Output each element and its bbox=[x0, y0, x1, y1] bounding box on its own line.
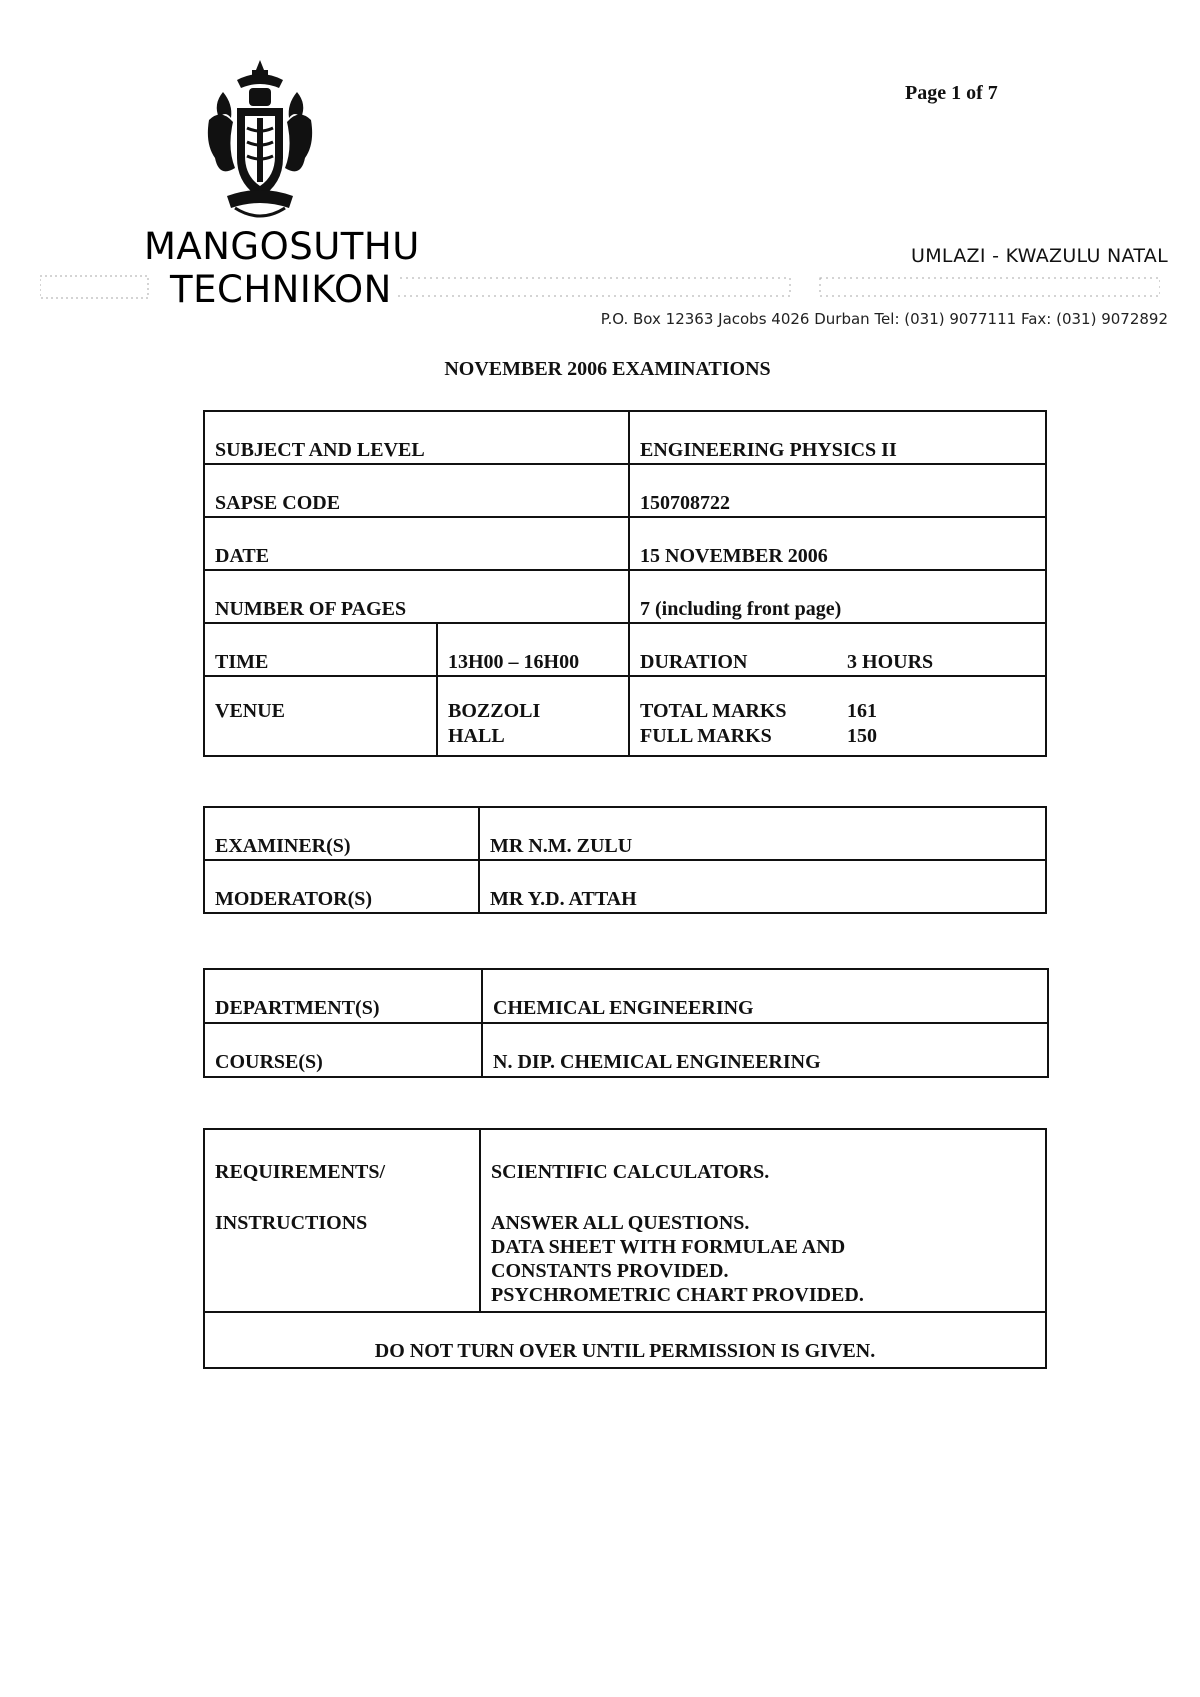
sapse-code-value: 150708722 bbox=[629, 464, 1046, 517]
department-label: DEPARTMENT(S) bbox=[204, 969, 482, 1023]
table-row bbox=[204, 1129, 1046, 1312]
marks-values bbox=[837, 676, 1046, 756]
marks-labels bbox=[629, 676, 837, 756]
department-table bbox=[203, 968, 1049, 1078]
full-marks-label: FULL MARKS bbox=[640, 725, 772, 747]
duration-value: 3 HOURS bbox=[837, 623, 1046, 676]
crest-emblem-icon bbox=[205, 58, 315, 228]
venue-value-line2: HALL bbox=[448, 725, 505, 747]
table-row bbox=[204, 676, 1046, 756]
total-marks-value: 161 bbox=[847, 700, 878, 722]
instruction-constants: CONSTANTS PROVIDED. bbox=[491, 1260, 729, 1282]
table-row bbox=[204, 1312, 1046, 1368]
course-label: COURSE(S) bbox=[204, 1023, 482, 1077]
requirements-table bbox=[203, 1128, 1047, 1369]
date-label: DATE bbox=[204, 517, 629, 570]
department-value: CHEMICAL ENGINEERING bbox=[482, 969, 1048, 1023]
instruction-psychrometric-chart: PSYCHROMETRIC CHART PROVIDED. bbox=[491, 1284, 864, 1306]
staff-table bbox=[203, 806, 1047, 914]
table-row bbox=[204, 411, 1046, 464]
subject-value: ENGINEERING PHYSICS II bbox=[629, 411, 1046, 464]
full-marks-value: 150 bbox=[847, 725, 878, 747]
pages-label: NUMBER OF PAGES bbox=[204, 570, 629, 623]
table-row bbox=[204, 464, 1046, 517]
brand-name-line2: TECHNIKON bbox=[166, 271, 396, 308]
requirements-value bbox=[480, 1129, 1046, 1312]
examiner-value: MR N.M. ZULU bbox=[479, 807, 1046, 860]
table-row bbox=[204, 623, 1046, 676]
table-row bbox=[204, 807, 1046, 860]
duration-label: DURATION bbox=[629, 623, 837, 676]
subject-label: SUBJECT AND LEVEL bbox=[204, 411, 629, 464]
requirements-label-line1: REQUIREMENTS/ bbox=[215, 1161, 386, 1183]
moderator-value: MR Y.D. ATTAH bbox=[479, 860, 1046, 913]
table-row bbox=[204, 570, 1046, 623]
sapse-code-label: SAPSE CODE bbox=[204, 464, 629, 517]
time-label: TIME bbox=[204, 623, 437, 676]
moderator-label: MODERATOR(S) bbox=[204, 860, 479, 913]
brand-name-line1: MANGOSUTHU bbox=[144, 225, 420, 268]
time-value: 13H00 – 16H00 bbox=[437, 623, 629, 676]
examiner-label: EXAMINER(S) bbox=[204, 807, 479, 860]
table-row bbox=[204, 1023, 1048, 1077]
venue-label: VENUE bbox=[204, 676, 437, 756]
table-row bbox=[204, 969, 1048, 1023]
pages-value: 7 (including front page) bbox=[629, 570, 1046, 623]
location: UMLAZI - KWAZULU NATAL bbox=[911, 245, 1168, 267]
requirements-label-line2: INSTRUCTIONS bbox=[215, 1212, 368, 1234]
date-value: 15 NOVEMBER 2006 bbox=[629, 517, 1046, 570]
course-value: N. DIP. CHEMICAL ENGINEERING bbox=[482, 1023, 1048, 1077]
venue-value bbox=[437, 676, 629, 756]
page-number: Page 1 of 7 bbox=[905, 82, 998, 104]
exam-details-table bbox=[203, 410, 1047, 757]
table-row bbox=[204, 860, 1046, 913]
requirements-label bbox=[204, 1129, 480, 1312]
instruction-data-sheet: DATA SHEET WITH FORMULAE AND bbox=[491, 1236, 846, 1258]
table-row bbox=[204, 517, 1046, 570]
venue-value-line1: BOZZOLI bbox=[448, 700, 541, 722]
address: P.O. Box 12363 Jacobs 4026 Durban Tel: (031) 9077111 Fax: (031) 9072892 bbox=[600, 310, 1168, 328]
total-marks-label: TOTAL MARKS bbox=[640, 700, 787, 722]
warning-notice: DO NOT TURN OVER UNTIL PERMISSION IS GIVEN. bbox=[204, 1312, 1046, 1368]
exam-title: NOVEMBER 2006 EXAMINATIONS bbox=[444, 358, 771, 380]
instruction-answer-all: ANSWER ALL QUESTIONS. bbox=[491, 1212, 750, 1234]
requirement-calculators: SCIENTIFIC CALCULATORS. bbox=[491, 1161, 770, 1183]
